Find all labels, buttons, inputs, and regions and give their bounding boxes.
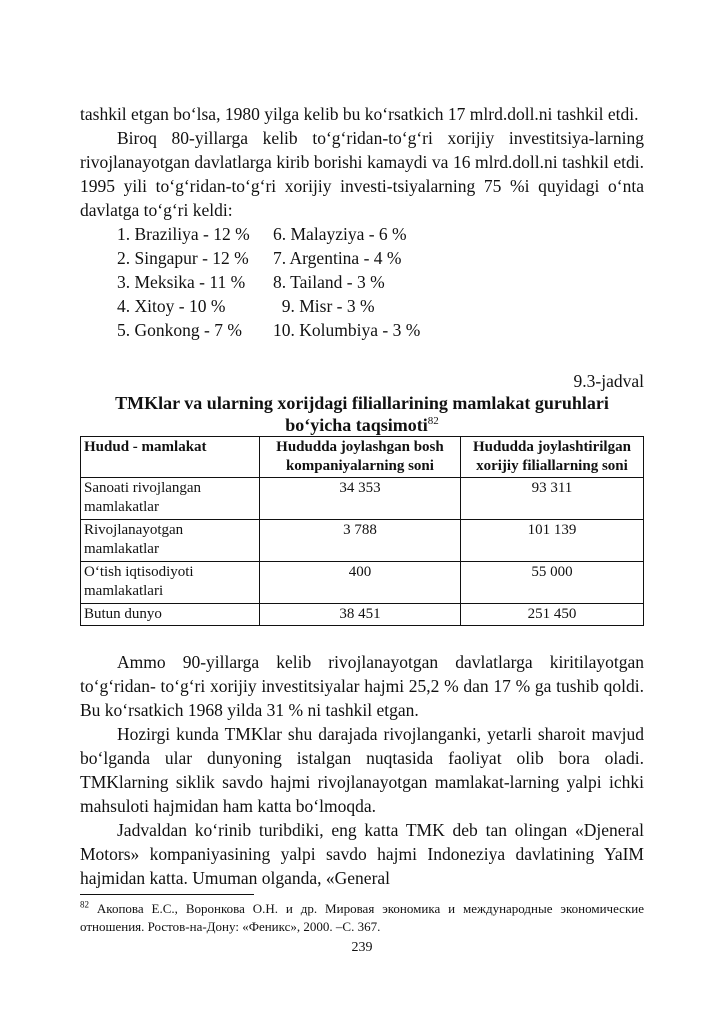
list-item-left: 3. Meksika - 11 % [117,272,246,292]
cell-region: O‘tish iqtisodiyoti mamlakatlari [81,562,260,604]
list-item-left: 4. Xitoy - 10 % [117,296,226,316]
cell-affiliates: 55 000 [460,562,643,604]
column-header-parent-companies: Hududda joylashgan bosh kompaniyalarning soni [260,437,461,478]
list-item-left: 2. Singapur - 12 % [117,248,249,268]
paragraph-4: Hozirgi kunda TMKlar shu darajada rivojlanganki, yetarli sharoit mavjud bo‘lganda ular dunyoning istalgan nuqtasida faoliyat olib bora oladi. TMKlarning siklik savdo hajmi rivojlanayotgan mamlakat-larning yalpi ichki mahsuloti hajmidan ham katta bo‘lmoqda. [80,724,644,816]
data-table [80,436,644,626]
cell-affiliates: 101 139 [460,520,643,562]
page-content [80,102,644,890]
table-row [81,520,644,562]
cell-parents: 3 788 [260,520,461,562]
table-title-text: TMKlar va ularning xorijdagi filiallarining mamlakat guruhlari bo‘yicha taqsimoti [115,393,609,435]
list-item-right: 9. Misr - 3 % [273,296,375,316]
table-title [80,392,644,436]
cell-region: Rivojlanayotgan mamlakatlar [81,520,260,562]
paragraph-5: Jadvaldan ko‘rinib turibdiki, eng katta TMK deb tan olingan «Djeneral Motors» kompaniyasining yalpi savdo hajmi Indoneziya davlatining YaIM hajmidan katta. Umuman olganda, «General [80,820,644,888]
list-item-right: 8. Tailand - 3 % [273,272,385,292]
list-item [117,222,644,246]
list-item [117,270,644,294]
table-row [81,478,644,520]
footnote-divider [80,894,254,895]
paragraph-3: Ammo 90-yillarga kelib rivojlanayotgan davlatlarga kiritilayotgan to‘g‘ridan- to‘g‘ri xorijiy investitsiyalar hajmi 25,2 % dan 17 % ga tushib qoldi. Bu ko‘rsatkich 1968 yilda 31 % ni tashkil etgan. [80,652,644,720]
paragraph-2: Biroq 80-yillarga kelib to‘g‘ridan-to‘g‘ri xorijiy investitsiya-larning rivojlanayotgan davlatlarga kirib borishi kamaydi va 16 mlrd.doll.ni tashkil etdi. 1995 yili to‘g‘ridan-to‘g‘ri xorijiy investi-tsiyalarning 75 %i quyidagi o‘nta davlatga to‘g‘ri keldi: [80,128,644,220]
page-number: 239 [351,940,373,955]
cell-affiliates: 93 311 [460,478,643,520]
table-label: 9.3-jadval [573,371,644,391]
paragraph-1: tashkil etgan bo‘lsa, 1980 yilga kelib bu ko‘rsatkich 17 mlrd.doll.ni tashkil etdi. [80,104,639,124]
list-item-left: 5. Gonkong - 7 % [117,320,242,340]
column-header-foreign-affiliates: Hududda joylashtirilgan xorijiy filiallarning soni [460,437,643,478]
list-item-right: 6. Malayziya - 6 % [273,224,407,244]
after-table-text [80,650,644,890]
footnote [80,900,644,936]
table-header-row [81,437,644,478]
list-item [117,246,644,270]
cell-parents: 34 353 [260,478,461,520]
table-row [81,604,644,626]
list-item-left: 1. Braziliya - 12 % [117,224,250,244]
list-item [117,294,644,318]
list-item-right: 10. Kolumbiya - 3 % [273,320,421,340]
cell-parents: 400 [260,562,461,604]
footnote-number: 82 [80,899,89,910]
list-item [117,318,644,342]
table-title-footnote-ref: 82 [427,415,439,427]
cell-parents: 38 451 [260,604,461,626]
cell-region: Sanoati rivojlangan mamlakatlar [81,478,260,520]
spacer [80,342,644,370]
cell-region: Butun dunyo [81,604,260,626]
table-row [81,562,644,604]
list-item-right: 7. Argentina - 4 % [273,248,402,268]
footnote-text: Акопова Е.С., Воронкова О.Н. и др. Мировая экономика и международные экономические отношения. Ростов-на-Дону: «Феникс», 2000. –С. 367. [80,901,644,934]
column-header-region: Hudud - mamlakat [81,437,260,478]
cell-affiliates: 251 450 [460,604,643,626]
country-list [80,222,644,342]
